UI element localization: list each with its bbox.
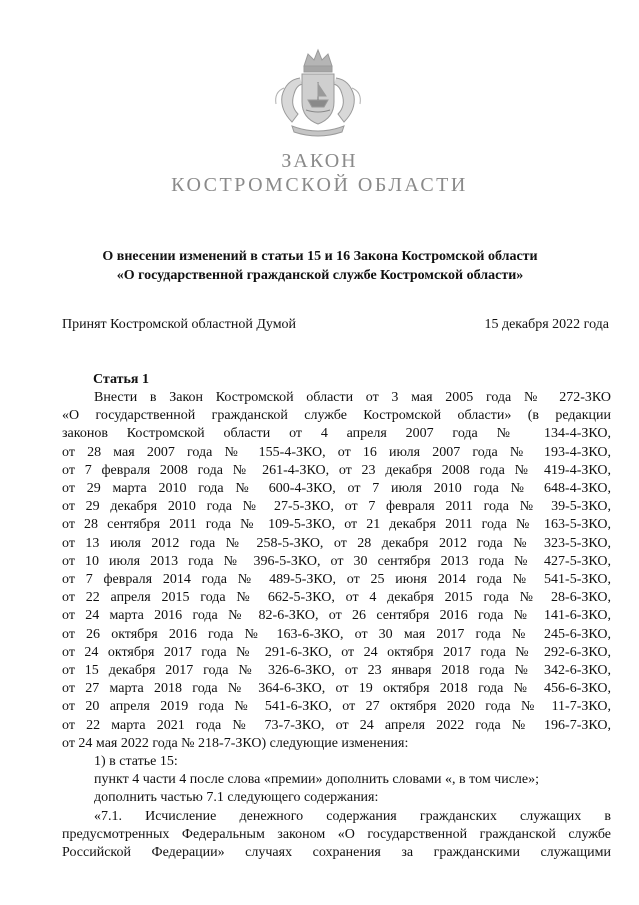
adopted-by: Принят Костромской областной Думой xyxy=(62,317,297,332)
text-line: предусмотренных Федеральным законом «О государственной гражданской службе xyxy=(62,826,611,842)
text-line: от 7 февраля 2014 года № 489-5-ЗКО, от 25 июня 2014 года № 541-5-ЗКО, xyxy=(62,572,611,588)
text-line: Российской Федерации» случаях сохранения за гражданскими служащими xyxy=(62,845,611,861)
text-line: 1) в статье 15: xyxy=(94,754,178,770)
text-line: от 29 декабря 2010 года № 27-5-ЗКО, от 7 февраля 2011 года № 39-5-ЗКО, xyxy=(62,499,611,515)
text-line: Внести в Закон Костромской области от 3 мая 2005 года № 272-ЗКО xyxy=(94,390,611,405)
text-line: от 28 мая 2007 года № 155-4-ЗКО, от 16 июля 2007 года № 193-4-ЗКО, xyxy=(62,444,611,460)
text-line: от 26 октября 2016 года № 163-6-ЗКО, от 30 мая 2017 года № 245-6-ЗКО, xyxy=(62,626,611,642)
text-line: «7.1. Исчисление денежного содержания гражданских служащих в xyxy=(94,808,611,824)
text-line: от 28 сентября 2011 года № 109-5-ЗКО, от 21 декабря 2011 года № 163-5-ЗКО, xyxy=(62,517,611,533)
text-line: от 22 марта 2021 года № 73-7-ЗКО, от 24 апреля 2022 года № 196-7-ЗКО, xyxy=(62,717,611,733)
text-line: от 29 марта 2010 года № 600-4-ЗКО, от 7 июля 2010 года № 648-4-ЗКО, xyxy=(62,481,611,497)
law-heading-line1: ЗАКОН xyxy=(281,150,358,172)
text-line: «О государственной гражданской службе Костромской области» (в редакции xyxy=(62,408,611,424)
text-line: от 27 марта 2018 года № 364-6-ЗКО, от 19 октября 2018 года № 456-6-ЗКО, xyxy=(62,681,611,697)
text-line: от 24 марта 2016 года № 82-6-ЗКО, от 26 сентября 2016 года № 141-6-ЗКО, xyxy=(62,608,611,624)
text-line: от 7 февраля 2008 года № 261-4-ЗКО, от 23 декабря 2008 года № 419-4-ЗКО, xyxy=(62,462,611,478)
adoption-date: 15 декабря 2022 года xyxy=(484,317,609,332)
document-title-line2: «О государственной гражданской службе Костромской области» xyxy=(116,268,524,283)
article-heading: Статья 1 xyxy=(93,372,149,387)
document-title-line1: О внесении изменений в статьи 15 и 16 Закона Костромской области xyxy=(102,249,538,264)
text-line: от 24 октября 2017 года № 291-6-ЗКО, от 24 октября 2017 года № 292-6-ЗКО, xyxy=(62,644,611,660)
text-line: от 10 июля 2013 года № 396-5-ЗКО, от 30 сентября 2013 года № 427-5-ЗКО, xyxy=(62,553,611,569)
text-line: от 20 апреля 2019 года № 541-6-ЗКО, от 27 октября 2020 года № 11-7-ЗКО, xyxy=(62,699,611,715)
coat-of-arms-icon xyxy=(264,44,372,140)
article-body xyxy=(62,389,611,862)
text-line: законов Костромской области от 4 апреля 2007 года № 134-4-ЗКО, xyxy=(62,426,611,442)
text-line: от 22 апреля 2015 года № 662-5-ЗКО, от 4 декабря 2015 года № 28-6-ЗКО, xyxy=(62,590,611,606)
text-line: от 24 мая 2022 года № 218-7-ЗКО) следующие изменения: xyxy=(62,735,409,751)
law-heading-line2: КОСТРОМСКОЙ ОБЛАСТИ xyxy=(171,174,468,196)
text-line: от 13 июля 2012 года № 258-5-ЗКО, от 28 декабря 2012 года № 323-5-ЗКО, xyxy=(62,535,611,551)
text-line: от 15 декабря 2017 года № 326-6-ЗКО, от 23 января 2018 года № 342-6-ЗКО, xyxy=(62,663,611,679)
text-line: дополнить частью 7.1 следующего содержания: xyxy=(94,790,379,806)
text-line: пункт 4 части 4 после слова «премии» дополнить словами «, в том числе»; xyxy=(94,772,540,788)
